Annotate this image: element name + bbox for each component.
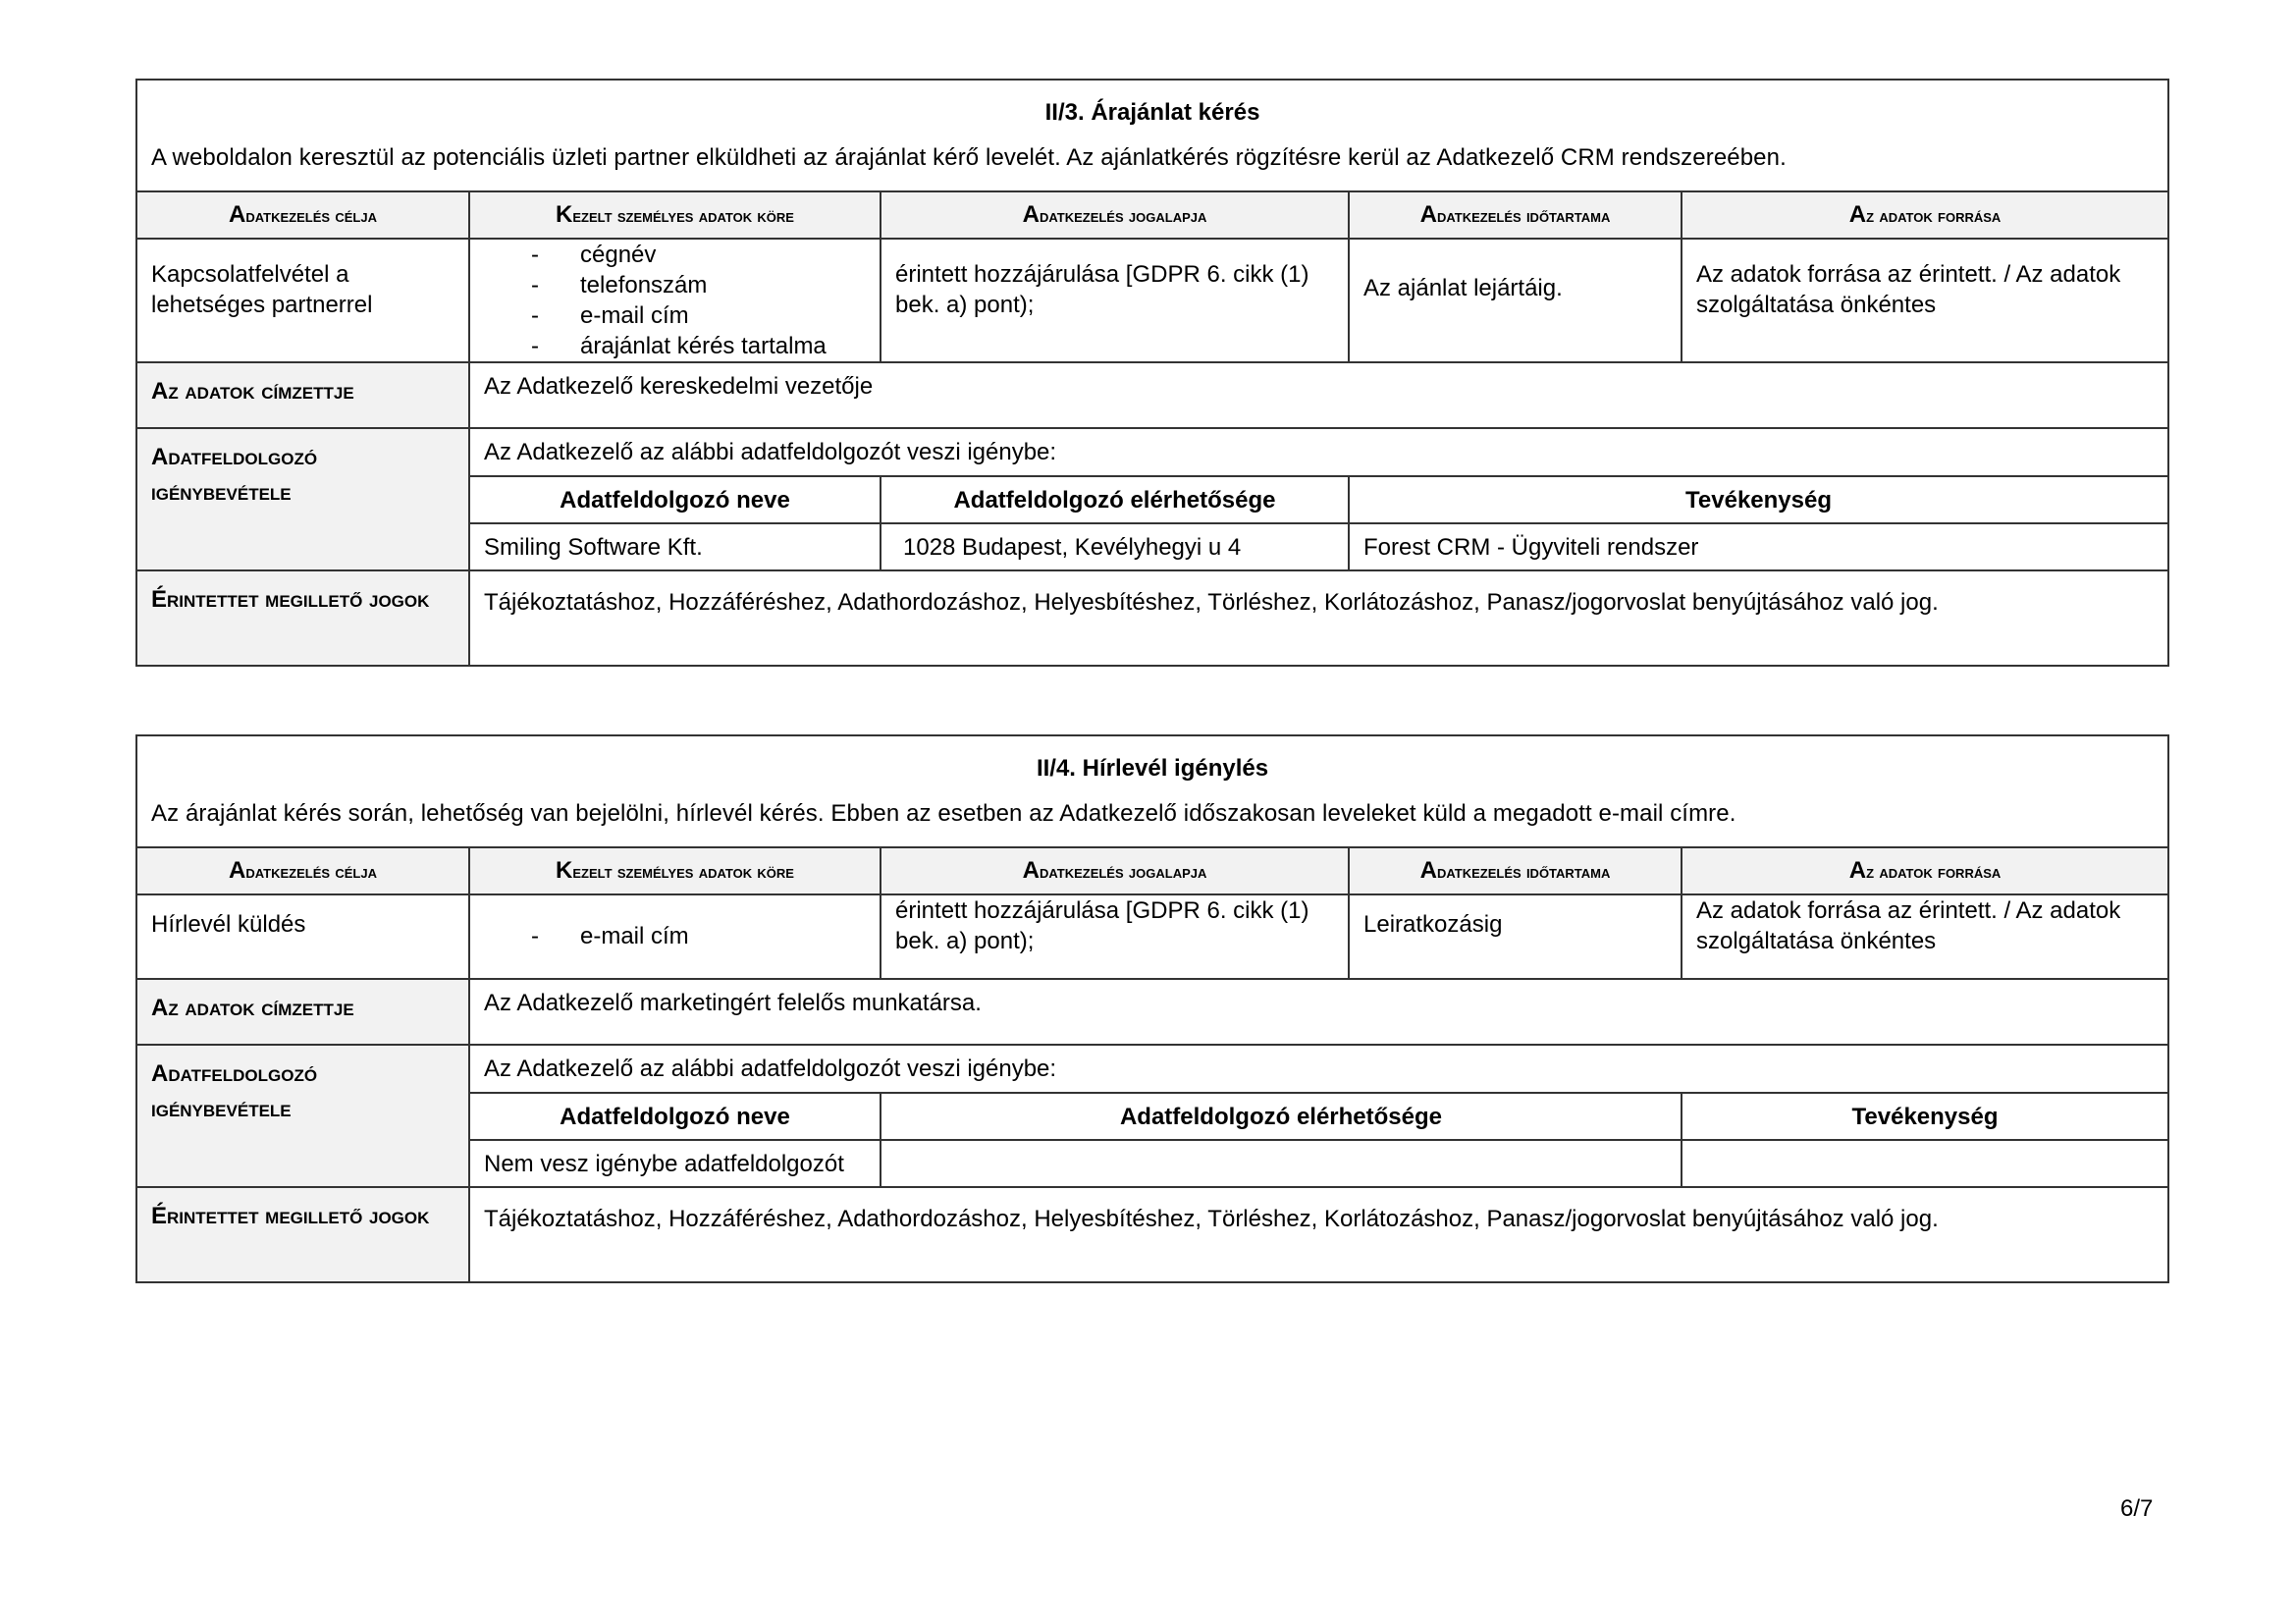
processor-header-contact: Adatfeldolgozó elérhetősége — [881, 1093, 1682, 1140]
column-header-source: Az adatok forrása — [1682, 191, 2168, 239]
duration-cell: Leiratkozásig — [1349, 894, 1682, 979]
purpose-cell: Hírlevél küldés — [136, 894, 469, 979]
recipient-value: Az Adatkezelő kereskedelmi vezetője — [469, 362, 2168, 428]
list-item: - e-mail cím — [531, 300, 866, 331]
processor-label: Adatfeldolgozó igénybevétele — [136, 428, 469, 570]
rights-label: Érintettet megillető jogok — [136, 1187, 469, 1282]
data-items-list — [484, 921, 866, 951]
section-intro: A weboldalon keresztül az potenciális üzleti partner elküldheti az árajánlat kérő levelét. Az ajánlatkérés rögzítésre kerül az Adatkezelő CRM rendszereében. — [151, 144, 1787, 171]
column-header-legal-basis: Adatkezelés jogalapja — [881, 191, 1349, 239]
list-item: - cégnév — [531, 240, 866, 270]
table-row — [136, 239, 2168, 362]
processor-intro: Az Adatkezelő az alábbi adatfeldolgozót veszi igénybe: — [469, 1045, 2168, 1093]
recipient-label: Az adatok címzettje — [136, 979, 469, 1045]
processor-header-activity: Tevékenység — [1349, 476, 2168, 523]
processor-name: Nem vesz igénybe adatfeldolgozót — [469, 1140, 881, 1187]
page-number: 6/7 — [2120, 1495, 2154, 1522]
source-cell: Az adatok forrása az érintett. / Az adatok szolgáltatása önkéntes — [1682, 239, 2168, 362]
processor-intro: Az Adatkezelő az alábbi adatfeldolgozót veszi igénybe: — [469, 428, 2168, 476]
processor-name: Smiling Software Kft. — [469, 523, 881, 570]
column-header-duration: Adatkezelés időtartama — [1349, 847, 1682, 894]
legal-basis-cell: érintett hozzájárulása [GDPR 6. cikk (1) bek. a) pont); — [881, 894, 1349, 979]
section-table-quote-request — [135, 79, 2169, 667]
source-cell: Az adatok forrása az érintett. / Az adatok szolgáltatása önkéntes — [1682, 894, 2168, 979]
data-scope-cell — [469, 239, 881, 362]
section-intro: Az árajánlat kérés során, lehetőség van bejelölni, hírlevél kérés. Ebben az esetben az Adatkezelő időszakosan leveleket küld a megadott e-mail címre. — [151, 800, 1736, 827]
list-item: - árajánlat kérés tartalma — [531, 331, 866, 361]
rights-value: Tájékoztatáshoz, Hozzáféréshez, Adathordozáshoz, Helyesbítéshez, Törléshez, Korlátozáshoz, Panasz/jogorvoslat benyújtásához való jog. — [469, 570, 2168, 666]
duration-cell: Az ajánlat lejártáig. — [1349, 239, 1682, 362]
data-items-list — [484, 240, 866, 361]
section-title: II/3. Árajánlat kérés — [1044, 99, 1260, 126]
column-header-data-scope: Kezelt személyes adatok köre — [469, 191, 881, 239]
processor-contact — [881, 1140, 1682, 1187]
column-header-source: Az adatok forrása — [1682, 847, 2168, 894]
processor-header-name: Adatfeldolgozó neve — [469, 1093, 881, 1140]
processor-header-activity: Tevékenység — [1682, 1093, 2168, 1140]
column-header-purpose: Adatkezelés célja — [136, 191, 469, 239]
processor-contact: 1028 Budapest, Kevélyhegyi u 4 — [881, 523, 1349, 570]
table-row — [136, 894, 2168, 979]
processor-label: Adatfeldolgozó igénybevétele — [136, 1045, 469, 1187]
section-title: II/4. Hírlevél igénylés — [1036, 755, 1269, 782]
column-header-purpose: Adatkezelés célja — [136, 847, 469, 894]
recipient-label: Az adatok címzettje — [136, 362, 469, 428]
section-header — [136, 80, 2168, 191]
processor-activity: Forest CRM - Ügyviteli rendszer — [1349, 523, 2168, 570]
column-header-duration: Adatkezelés időtartama — [1349, 191, 1682, 239]
column-header-legal-basis: Adatkezelés jogalapja — [881, 847, 1349, 894]
data-scope-cell — [469, 894, 881, 979]
purpose-cell: Kapcsolatfelvétel a lehetséges partnerrel — [136, 239, 469, 362]
processor-header-name: Adatfeldolgozó neve — [469, 476, 881, 523]
processor-activity — [1682, 1140, 2168, 1187]
list-item: - e-mail cím — [531, 921, 866, 951]
section-header — [136, 735, 2168, 847]
list-item: - telefonszám — [531, 270, 866, 300]
column-header-data-scope: Kezelt személyes adatok köre — [469, 847, 881, 894]
section-table-newsletter — [135, 734, 2169, 1283]
rights-value: Tájékoztatáshoz, Hozzáféréshez, Adathordozáshoz, Helyesbítéshez, Törléshez, Korlátozáshoz, Panasz/jogorvoslat benyújtásához való jog. — [469, 1187, 2168, 1282]
recipient-value: Az Adatkezelő marketingért felelős munkatársa. — [469, 979, 2168, 1045]
legal-basis-cell: érintett hozzájárulása [GDPR 6. cikk (1) bek. a) pont); — [881, 239, 1349, 362]
processor-header-contact: Adatfeldolgozó elérhetősége — [881, 476, 1349, 523]
rights-label: Érintettet megillető jogok — [136, 570, 469, 666]
